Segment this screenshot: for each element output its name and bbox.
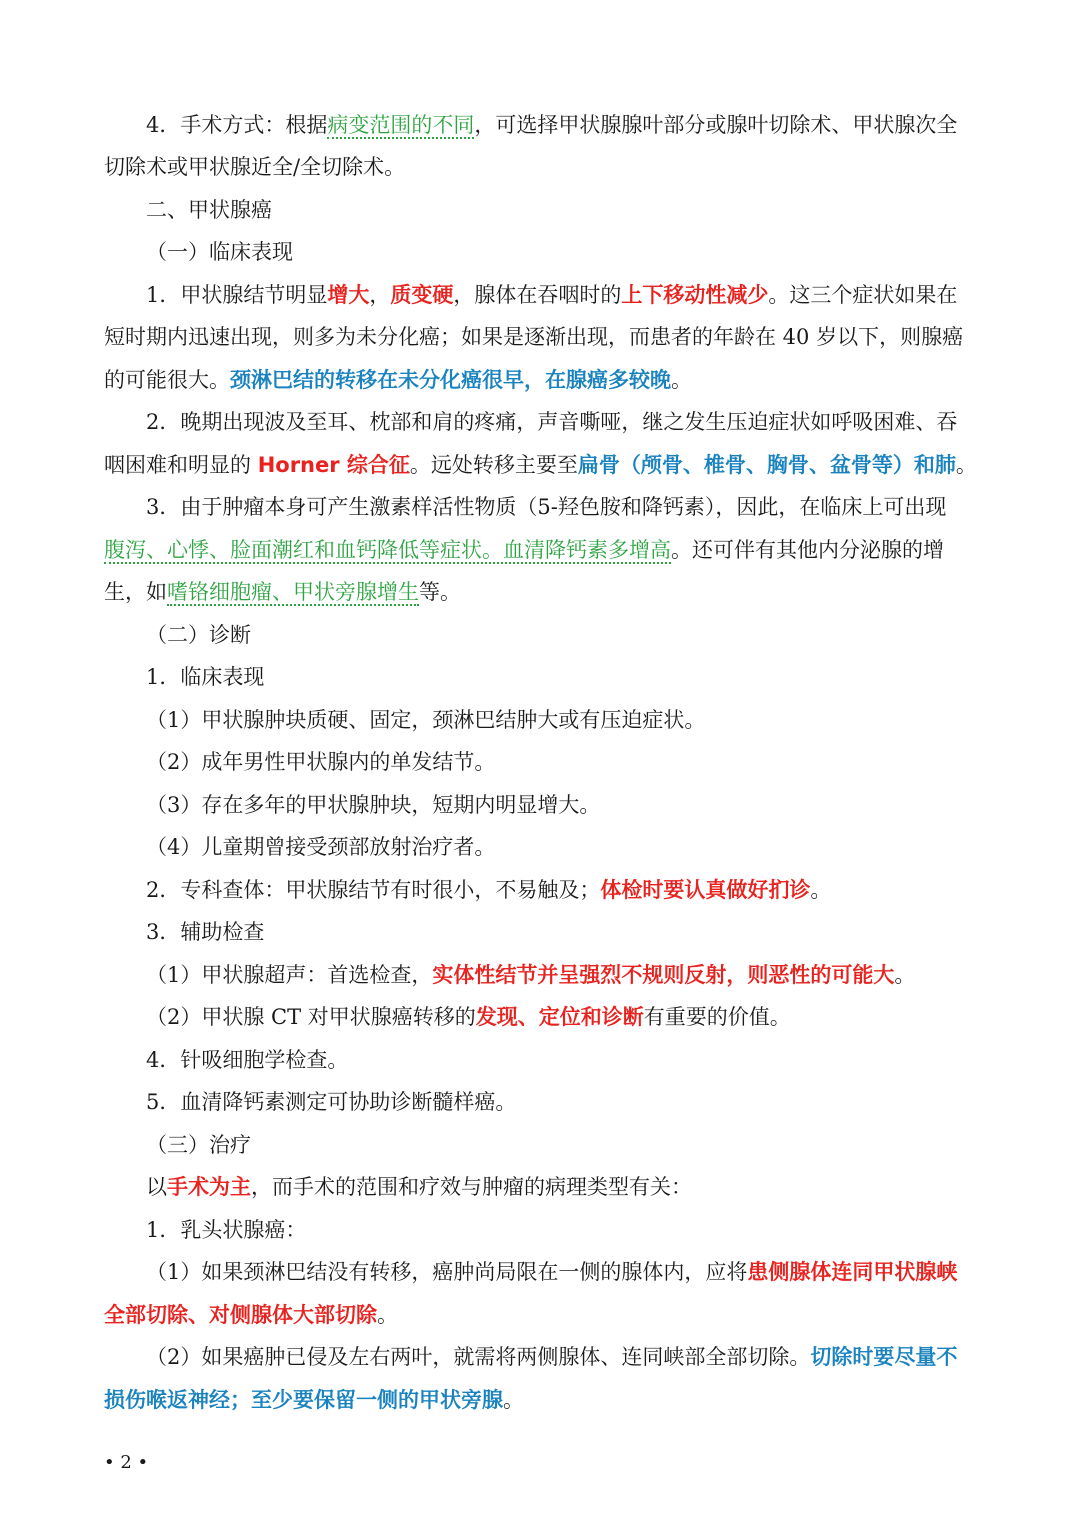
text-segment: ，可选择甲状腺腺叶部分或腺叶切除术、甲状腺次全 [474,113,958,137]
text-segment: 1．临床表现 [146,665,265,689]
text-segment: （2）成年男性甲状腺内的单发结节。 [146,750,496,774]
highlight-blue: 切除时要尽量不 [810,1345,958,1369]
highlight-green: 病变范围的不同 [327,113,475,137]
highlight-blue: 颈淋巴结的转移在未分化癌很早，在腺癌多较晚 [230,368,671,392]
text-line-6 [0,322,1080,352]
highlight-blue: 损伤喉返神经；至少要保留一侧的甲状旁腺 [104,1388,503,1412]
text-segment: 。这三个症状如果在 [768,283,958,307]
section-heading-thyroid-cancer [0,195,1080,225]
highlight-red: Horner 综合征 [257,453,410,477]
highlight-red: 体检时要认真做好扪诊 [600,878,811,902]
text-segment: 。 [377,1303,398,1327]
text-line-22 [0,1002,1080,1032]
text-line-7 [0,365,1080,395]
text-line-31 [0,1385,1080,1415]
text-line-2 [0,152,1080,182]
text-line-14 [0,662,1080,692]
text-segment: 。还可伴有其他内分泌腺的增 [671,538,944,562]
text-segment: 。 [503,1388,524,1412]
text-segment: 有重要的价值。 [643,1005,791,1029]
text-line-28 [0,1257,1080,1287]
text-line-23 [0,1045,1080,1075]
highlight-green: 嗜铬细胞瘤、甲状旁腺增生 [167,580,419,604]
text-segment: 二、甲状腺癌 [146,198,272,222]
text-segment: 4．手术方式：根据 [146,113,328,137]
text-segment: 1．甲状腺结节明显 [146,283,328,307]
text-segment: 。 [810,878,832,902]
highlight-red: 发现、定位和诊断 [475,1005,644,1029]
text-segment: 2．专科查体：甲状腺结节有时很小，不易触及； [146,878,601,902]
page-number: • 2 • [104,1452,149,1473]
text-line-30 [0,1342,1080,1372]
text-segment: （1）如果颈淋巴结没有转移，癌肿尚局限在一侧的腺体内，应将 [146,1260,748,1284]
text-segment: （2）如果癌肿已侵及左右两叶，就需将两侧腺体、连同峡部全部切除。 [146,1345,811,1369]
text-line-11 [0,535,1080,565]
subsection-heading-treatment [0,1130,1080,1160]
subsection-heading-clinical [0,237,1080,267]
text-segment: 等。 [419,580,461,604]
text-segment: 。 [671,368,692,392]
text-line-1 [0,110,1080,140]
text-line-18 [0,832,1080,862]
text-line-21 [0,960,1080,990]
text-segment: 。 [894,963,916,987]
text-segment: 咽困难和明显的 [104,453,258,477]
highlight-red: 全部切除、对侧腺体大部切除 [104,1303,377,1327]
text-segment: 4．针吸细胞学检查。 [146,1048,349,1072]
text-segment: （3）存在多年的甲状腺肿块，短期内明显增大。 [146,793,601,817]
text-segment: ， [369,283,391,307]
text-segment: 5．血清降钙素测定可协助诊断髓样癌。 [146,1090,517,1114]
text-line-29 [0,1300,1080,1330]
highlight-red: 实体性结节并呈强烈不规则反射，则恶性的可能大 [432,963,895,987]
text-line-16 [0,747,1080,777]
text-segment: 的可能很大。 [104,368,230,392]
text-line-19 [0,875,1080,905]
highlight-red: 手术为主 [167,1175,251,1199]
text-line-8 [0,407,1080,437]
text-line-20 [0,917,1080,947]
text-segment: （4）儿童期曾接受颈部放射治疗者。 [146,835,496,859]
text-segment: 切除术或甲状腺近全/全切除术。 [104,155,406,179]
text-segment: （一）临床表现 [146,240,293,264]
highlight-red: 增大 [327,283,370,307]
text-segment: 。 [955,453,977,477]
text-line-9 [0,450,1080,480]
text-line-27 [0,1215,1080,1245]
subsection-heading-diagnosis [0,620,1080,650]
text-segment: 短时期内迅速出现，则多为未分化癌；如果是逐渐出现，而患者的年龄在 40 岁以下，则腺癌 [104,325,964,349]
text-line-15 [0,705,1080,735]
text-line-26 [0,1172,1080,1202]
text-segment: （二）诊断 [146,623,251,647]
text-segment: ，腺体在吞咽时的 [453,283,622,307]
text-segment: （三）治疗 [146,1133,251,1157]
text-line-5 [0,280,1080,310]
highlight-red: 患侧腺体连同甲状腺峡 [747,1260,958,1284]
text-segment: （1）甲状腺肿块质硬、固定，颈淋巴结肿大或有压迫症状。 [146,708,706,732]
text-segment: 1．乳头状腺癌： [146,1218,307,1242]
highlight-green: 腹泻、心悸、脸面潮红和血钙降低等症状。血清降钙素多增高 [104,538,671,562]
highlight-red: 质变硬 [390,283,454,307]
text-segment: 生，如 [104,580,167,604]
text-segment: ，而手术的范围和疗效与肿瘤的病理类型有关： [251,1175,692,1199]
text-segment: （2）甲状腺 CT 对甲状腺癌转移的 [146,1005,476,1029]
text-segment: 。远处转移主要至 [409,453,578,477]
text-line-12 [0,577,1080,607]
text-segment: 2．晚期出现波及至耳、枕部和肩的疼痛，声音嘶哑，继之发生压迫症状如呼吸困难、吞 [146,410,958,434]
text-line-24 [0,1087,1080,1117]
text-segment: 以 [146,1175,167,1199]
text-segment: 3．辅助检查 [146,920,265,944]
highlight-red: 上下移动性减少 [621,283,769,307]
text-line-17 [0,790,1080,820]
text-segment: 3．由于肿瘤本身可产生激素样活性物质（5-羟色胺和降钙素），因此，在临床上可出现 [146,495,947,519]
text-segment: （1）甲状腺超声：首选检查， [146,963,433,987]
highlight-blue: 扁骨（颅骨、椎骨、胸骨、盆骨等）和肺 [577,453,956,477]
text-line-10 [0,492,1080,522]
